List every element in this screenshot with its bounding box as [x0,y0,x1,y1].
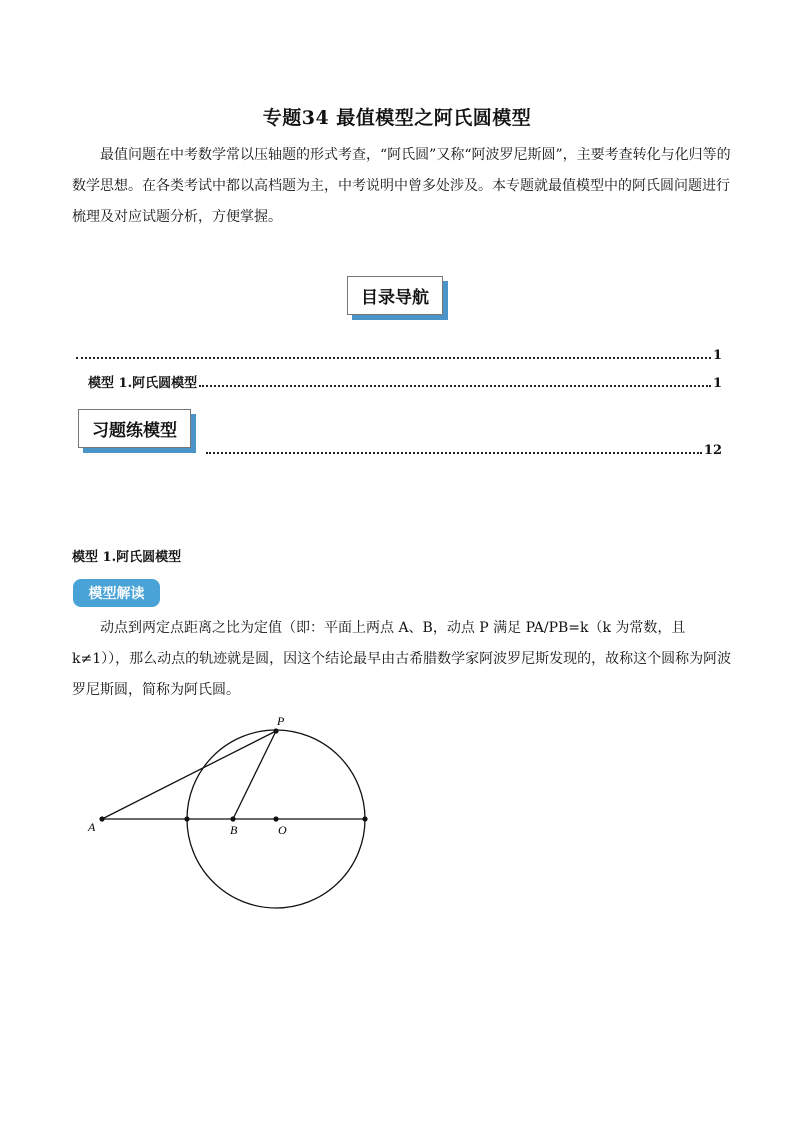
segment-pa [102,731,276,819]
toc-entry-page: 1 [712,376,722,391]
model-reading-badge [73,579,160,607]
toc-entry-label: 模型 1.阿氏圆模型 [88,376,198,391]
toc-entry[interactable] [88,372,722,391]
toc-entry-exercises[interactable] [204,443,722,458]
toc-leader-dots [206,451,702,454]
toc-nav-title-box [347,276,443,315]
toc-exercise-title: 习题练模型 [92,421,177,441]
toc-entry-page: 12 [703,443,722,458]
point-a [99,816,104,821]
toc-entry[interactable] [74,348,722,363]
toc-leader-dots [199,384,711,387]
badge-label: 模型解读 [88,586,145,602]
point-left-intersection [184,816,189,821]
section-heading: 模型 1.阿氏圆模型 [72,550,182,565]
apollonius-circle-figure [80,710,380,915]
segment-pb [233,731,276,819]
page-title: 专题34 最值模型之阿氏圆模型 [262,107,532,129]
point-right-intersection [362,816,367,821]
toc-entry-page: 1 [712,348,722,363]
toc-nav-title: 目录导航 [361,288,429,308]
label-o: O [278,823,287,837]
point-b [230,816,235,821]
section-body-paragraph: 动点到两定点距离之比为定值（即：平面上两点 A、B，动点 P 满足 PA/PB=k（k 为常数，且 k≠1）），那么动点的轨迹就是圆，因这个结论最早由古希腊数学家阿波罗尼斯发现的，故称这个圆称为阿波罗尼斯圆，简称为阿氏圆。 [72,620,732,698]
label-a: A [88,820,96,834]
point-p [273,728,278,733]
toc-exercise-title-box[interactable] [78,409,191,448]
toc-leader-dots [76,356,711,359]
intro-paragraph: 最值问题在中考数学常以压轴题的形式考查，“阿氏圆”又称“阿波罗尼斯圆”，主要考查转化与化归等的数学思想。在各类考试中都以高档题为主，中考说明中曾多处涉及。本专题就最值模型中的阿氏圆问题进行梳理及对应试题分析，方便掌握。 [72,147,731,225]
label-p: P [277,714,285,728]
label-b: B [230,823,238,837]
point-o [273,816,278,821]
